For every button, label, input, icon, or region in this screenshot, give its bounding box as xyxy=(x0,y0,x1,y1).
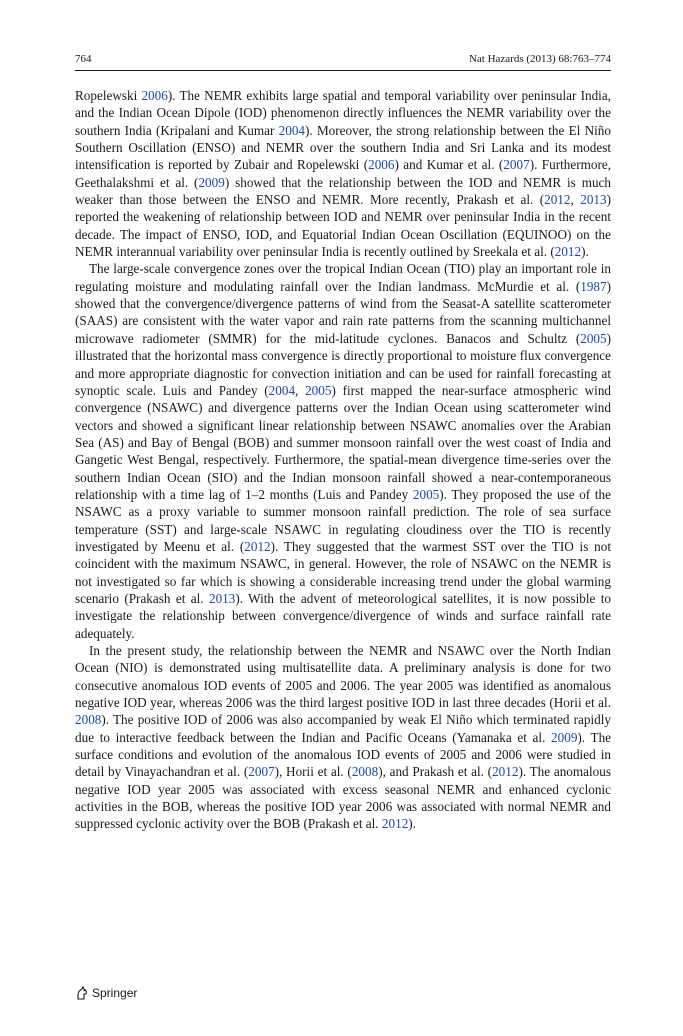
journal-citation: Nat Hazards (2013) 68:763–774 xyxy=(468,53,611,65)
text-run: ) showed that the relationship between the IOD and NEMR is much weaker than those between the ENSO and NEMR. More recently, Prakash et al. ( xyxy=(75,174,611,208)
header-rule xyxy=(75,70,611,71)
citation-year-link[interactable]: 2004 xyxy=(268,382,296,398)
text-run: ). The positive IOD of 2006 was also accompanied by weak El Niño which terminated rapidly due to interactive feedback between the Indian and Pacific Oceans (Yamanaka et al. xyxy=(75,712,611,745)
text-run: ). xyxy=(408,816,416,832)
citation-year-link[interactable]: 2013 xyxy=(580,192,607,208)
citation-year-link[interactable]: 1987 xyxy=(580,278,607,294)
publisher-name: Springer xyxy=(92,986,138,1000)
text-run: ) and Kumar et al. ( xyxy=(394,157,504,173)
citation-year-link[interactable]: 2005 xyxy=(580,330,607,346)
text-run: ). The NEMR exhibits large spatial and temporal variability over peninsular India, and the Indian Ocean Dipole (IOD) phenomenon directly influences the NEMR variability over the southern India (Kripalani and Kumar xyxy=(75,88,611,138)
text-run: ) illustrated that the horizontal mass convergence is directly proportional to moisture flux convergence and more appropriate diagnostic for convection initiation and can be used for rainfall forecasting at synoptic scale. Luis and Pandey ( xyxy=(75,330,611,398)
citation-year-link[interactable]: 2009 xyxy=(551,729,578,745)
citation-year-link[interactable]: 2012 xyxy=(544,192,571,208)
text-run: ). They suggested that the warmest SST over the TIO is not coincident with the maximum NSAWC, in general. However, the role of NSAWC on the NEMR is not investigated so far which is showing a considerable increasing trend under the global warming scenario (Prakash et al. xyxy=(75,538,611,606)
text-run: ), and Prakash et al. ( xyxy=(378,764,493,780)
citation-year-link[interactable]: 2012 xyxy=(381,816,409,832)
citation-year-link[interactable]: 2005 xyxy=(412,486,440,502)
springer-horse-icon xyxy=(75,986,89,1000)
text-run: ). They proposed the use of the NSAWC as a proxy variable to summer monsoon rainfall prediction. The role of sea surface temperature (SST) and large-scale NSAWC in regulating cloudiness over the TIO is recently investigated by Meenu et al. ( xyxy=(75,486,611,554)
citation-year-link[interactable]: 2006 xyxy=(141,88,168,103)
text-run: ). With the advent of meteorological satellites, it is now possible to investigate the relationship between convergence/divergence of winds and surface rainfall rate adequately. xyxy=(75,590,611,641)
text-run: , xyxy=(295,382,306,398)
paragraph-1 xyxy=(75,87,611,260)
text-run: ). Furthermore, Geethalakshmi et al. ( xyxy=(75,157,612,190)
text-run: In the present study, the relationship between the NEMR and NSAWC over the North Indian Ocean (NIO) is demonstrated using multisatellite data. A preliminary analysis is done for two consecutive anomalous IOD events of 2005 and 2006. The year 2005 was identified as anomalous negative IOD year, whereas 2006 was the third largest positive IOD in last three decades (Horii et al. xyxy=(75,643,611,711)
citation-year-link[interactable]: 2008 xyxy=(75,712,102,728)
text-run: Ropelewski xyxy=(75,88,142,103)
citation-year-link[interactable]: 2008 xyxy=(351,764,379,780)
citation-year-link[interactable]: 2012 xyxy=(554,244,582,260)
citation-year-link[interactable]: 2006 xyxy=(368,157,395,173)
citation-year-link[interactable]: 2009 xyxy=(198,174,225,190)
text-run: ). The anomalous negative IOD year 2005 was associated with excess seasonal NEMR and enhanced cyclonic activities in the BOB, whereas the positive IOD year 2006 was associated with normal NEMR and suppressed cyclonic activity over the BOB (Prakash et al. xyxy=(75,764,611,832)
text-run: ) showed that the convergence/divergence patterns of wind from the Seasat-A satellite scatterometer (SAAS) are consistent with the water vapor and rain rate patterns from the scanning multichannel microwave radiometer (SMMR) for the mid-latitude cyclones. Banacos and Schultz ( xyxy=(75,278,611,346)
text-run: ) reported the weakening of relationship between IOD and NEMR over peninsular India in the recent decade. The impact of ENSO, IOD, and Equatorial Indian Ocean Oscillation (EQUINOO) on the NEMR interannual variability over peninsular India is recently outlined by Sreekala et al. ( xyxy=(75,192,611,260)
paragraph-2 xyxy=(75,260,611,642)
citation-year-link[interactable]: 2005 xyxy=(305,382,332,398)
running-header xyxy=(75,52,611,66)
citation-year-link[interactable]: 2013 xyxy=(208,590,236,606)
citation-year-link[interactable]: 2007 xyxy=(503,157,530,173)
text-run: ) first mapped the near-surface atmospheric wind convergence (NSAWC) and divergence patterns over the Indian Ocean using scatterometer wind vectors and showed a significant linear relationship between NSAWC anomalies over the Arabian Sea (AS) and Bay of Bengal (BOB) and summer monsoon rainfall over the west coast of India and Gangetic West Bengal, respectively. Furthermore, the spatial-mean divergence time-series over the southern Indian Ocean (SIO) and the Indian monsoon rainfall showed a near-contemporaneous relationship with a time lag of 1–2 months (Luis and Pandey xyxy=(75,382,612,502)
text-run: ). The surface conditions and evolution of the anomalous IOD events of 2005 and 2006 were studied in detail by Vinayachandran et al. ( xyxy=(75,729,612,780)
citation-year-link[interactable]: 2012 xyxy=(244,538,271,554)
paragraph-3 xyxy=(75,642,611,833)
text-run: ). xyxy=(581,244,589,260)
text-run: ), Horii et al. ( xyxy=(274,764,352,780)
article-body xyxy=(75,87,611,833)
citation-year-link[interactable]: 2012 xyxy=(492,764,519,780)
citation-year-link[interactable]: 2004 xyxy=(278,122,306,138)
citation-year-link[interactable]: 2007 xyxy=(248,764,275,780)
publisher-footer xyxy=(75,986,137,1000)
page-number: 764 xyxy=(75,53,92,65)
text-run: ). Moreover, the strong relationship between the El Niño Southern Oscillation (ENSO) and NEMR over the southern India and Sri Lanka and its modest intensification is reported by Zubair and Ropelewski ( xyxy=(75,122,611,173)
text-run: , xyxy=(570,192,581,208)
text-run: The large-scale convergence zones over the tropical Indian Ocean (TIO) play an important role in regulating moisture and modulating rainfall over the Indian landmass. McMurdie et al. ( xyxy=(75,261,611,294)
